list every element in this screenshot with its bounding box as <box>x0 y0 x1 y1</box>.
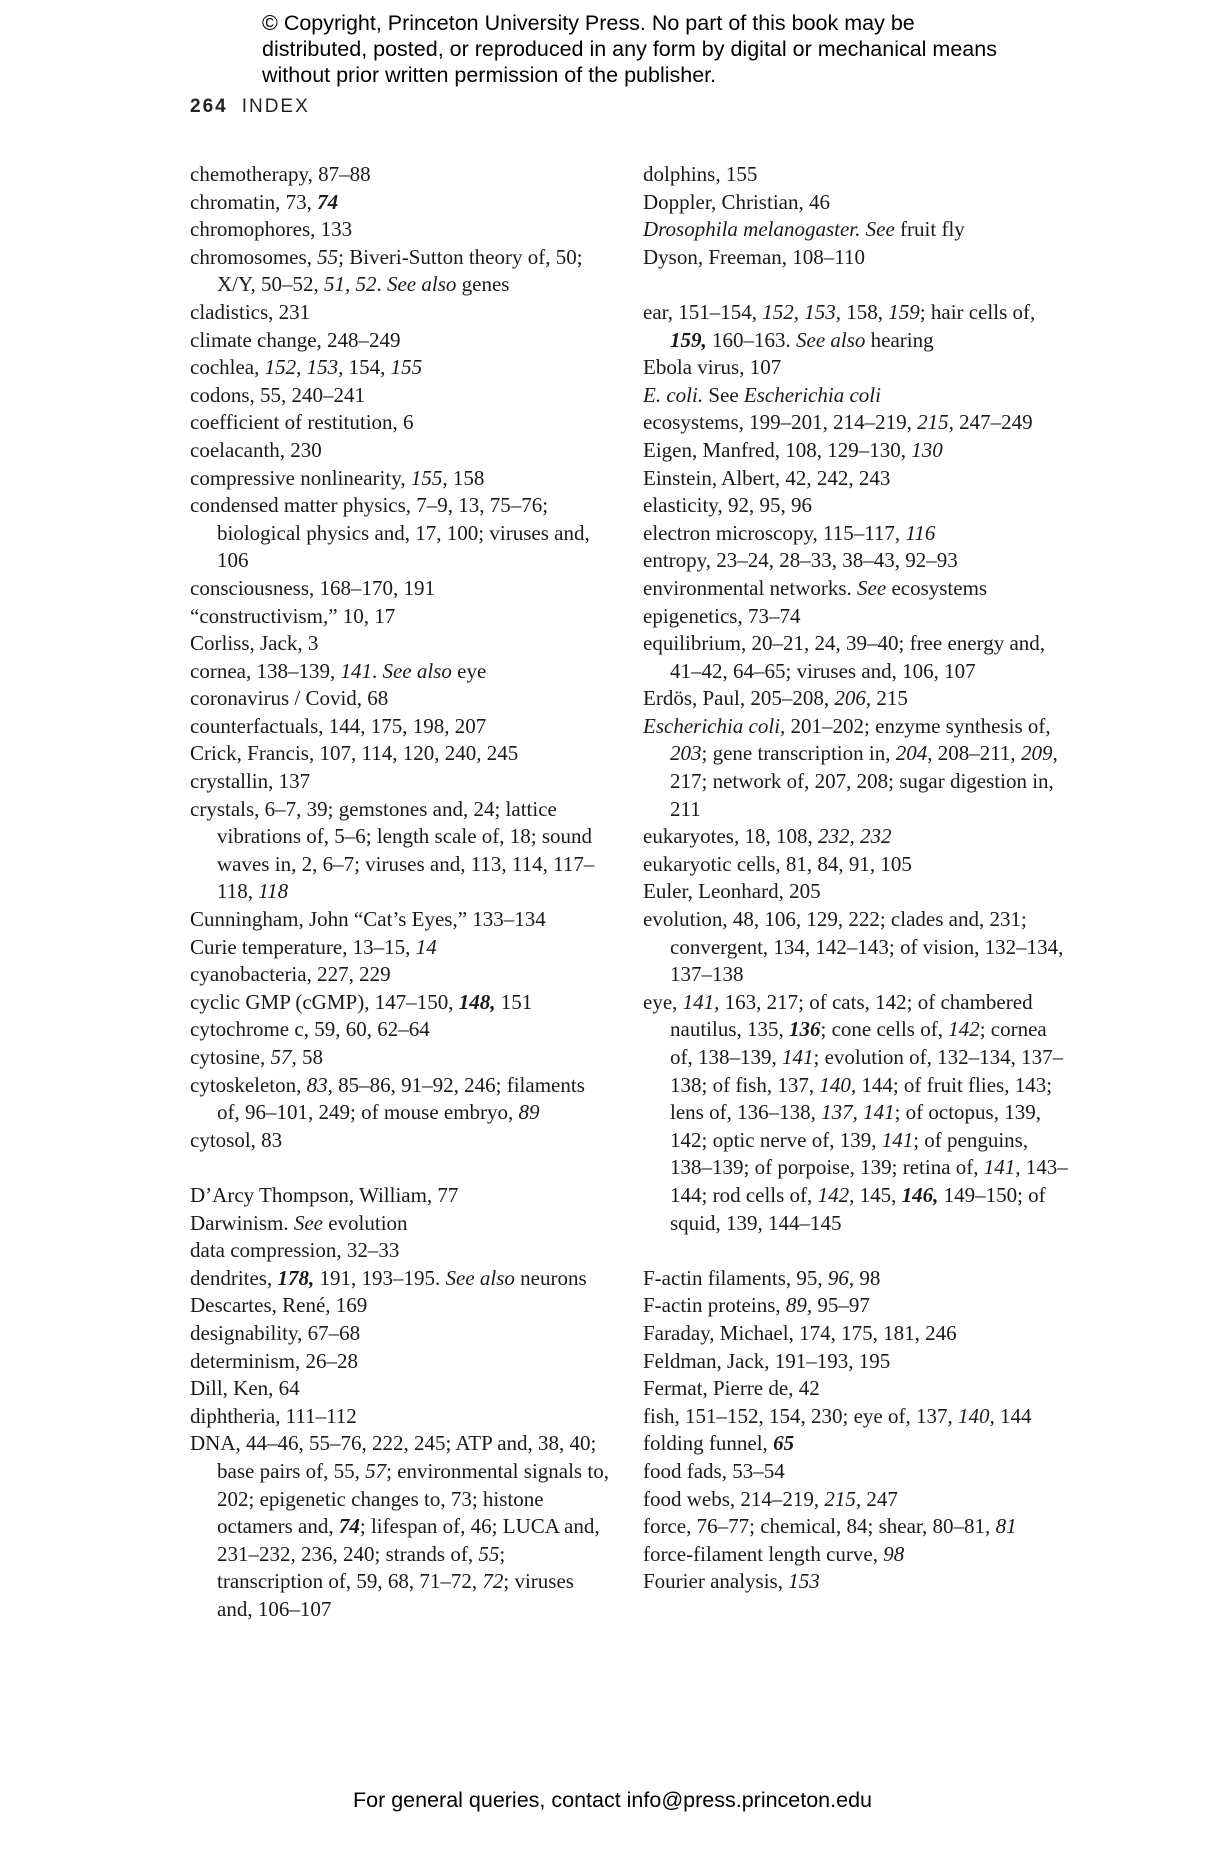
index-entry: Descartes, René, 169 <box>190 1293 368 1318</box>
index-entry: Euler, Leonhard, 205 <box>643 879 821 904</box>
index-entry: determinism, 26–28 <box>190 1348 358 1373</box>
section-title: INDEX <box>241 96 310 117</box>
index-entry: eye, 141, 163, 217; of cats, 142; of chambered nautilus, 135, 136; cone cells of, 142; cornea of, 138–139, 141; evolution of, 132–134, 137–138; of fish, 137, 140, 144; of fruit flies, 143; lens of, 136–138, 137, 141; of octopus, 139, 142; optic nerve of, 139, 141; of penguins, 138–139; of porpoise, 139; retina of, 141, 143–144; rod cells of, 142, 145, 146, 149–150; of squid, 139, 144–145 <box>643 989 1068 1235</box>
index-entry: epigenetics, 73–74 <box>643 603 801 628</box>
index-entry: Darwinism. See evolution <box>190 1210 408 1235</box>
index-entry: dendrites, 178, 191, 193–195. See also neurons <box>190 1265 587 1290</box>
index-entry: Erdös, Paul, 205–208, 206, 215 <box>643 686 908 711</box>
index-entry: F-actin proteins, 89, 95–97 <box>643 1293 870 1318</box>
index-entry: climate change, 248–249 <box>190 327 401 352</box>
index-entry: cytosol, 83 <box>190 1127 283 1152</box>
index-entry: Curie temperature, 13–15, 14 <box>190 934 437 959</box>
index-entry: cyclic GMP (cGMP), 147–150, 148, 151 <box>190 989 533 1014</box>
index-entry: Corliss, Jack, 3 <box>190 631 319 656</box>
index-entry: dolphins, 155 <box>643 162 758 186</box>
index-entry: chromosomes, 55; Biveri-Sutton theory of, 50; X/Y, 50–52, 51, 52. See also genes <box>190 244 583 297</box>
index-entry: fish, 151–152, 154, 230; eye of, 137, 140, 144 <box>643 1403 1032 1428</box>
index-entry: designability, 67–68 <box>190 1320 361 1345</box>
index-column-right <box>643 161 1073 1596</box>
footer-contact: For general queries, contact info@press.princeton.edu <box>352 1788 872 1812</box>
index-entry: Drosophila melanogaster. See fruit fly <box>643 217 965 242</box>
index-entry: coronavirus / Covid, 68 <box>190 686 389 711</box>
letter-group-gap <box>643 1237 1073 1265</box>
index-entry: folding funnel, 65 <box>643 1431 795 1456</box>
index-entry: Dill, Ken, 64 <box>190 1376 300 1401</box>
index-entry: E. coli. See Escherichia coli <box>643 382 881 407</box>
index-entry: cytochrome c, 59, 60, 62–64 <box>190 1017 430 1042</box>
index-entry: chromatin, 73, 74 <box>190 189 339 214</box>
index-entry: cytoskeleton, 83, 85–86, 91–92, 246; filaments of, 96–101, 249; of mouse embryo, 89 <box>190 1072 585 1125</box>
index-entry: eukaryotic cells, 81, 84, 91, 105 <box>643 851 912 876</box>
index-entry: Einstein, Albert, 42, 242, 243 <box>643 465 891 490</box>
index-entry: “constructivism,” 10, 17 <box>190 603 396 628</box>
page-number: 264 <box>190 96 228 117</box>
index-entry: electron microscopy, 115–117, 116 <box>643 520 936 545</box>
index-entry: cochlea, 152, 153, 154, 155 <box>190 355 423 380</box>
index-entry: evolution, 48, 106, 129, 222; clades and, 231; convergent, 134, 142–143; of vision, 132–134, 137–138 <box>643 907 1064 987</box>
index-entry: DNA, 44–46, 55–76, 222, 245; ATP and, 38, 40; base pairs of, 55, 57; environmental signals to, 202; epigenetic changes to, 73; histone octamers and, 74; lifespan of, 46; LUCA and, 231–232, 236, 240; strands of, 55; transcription of, 59, 68, 71–72, 72; viruses and, 106–107 <box>190 1431 609 1621</box>
index-entry: crystallin, 137 <box>190 769 311 794</box>
index-entry: Eigen, Manfred, 108, 129–130, 130 <box>643 437 943 462</box>
index-entry: diphtheria, 111–112 <box>190 1403 357 1428</box>
index-entry: data compression, 32–33 <box>190 1238 400 1263</box>
index-entry: Crick, Francis, 107, 114, 120, 240, 245 <box>190 741 519 766</box>
index-entry: counterfactuals, 144, 175, 198, 207 <box>190 713 487 738</box>
index-entry: cornea, 138–139, 141. See also eye <box>190 658 487 683</box>
index-entry: Fermat, Pierre de, 42 <box>643 1376 820 1401</box>
index-entry: cytosine, 57, 58 <box>190 1045 323 1069</box>
index-entry: equilibrium, 20–21, 24, 39–40; free energy and, 41–42, 64–65; viruses and, 106, 107 <box>643 631 1046 683</box>
letter-group-gap <box>643 271 1073 299</box>
index-entry: cyanobacteria, 227, 229 <box>190 962 391 987</box>
index-entry: food fads, 53–54 <box>643 1458 785 1483</box>
index-entry: coefficient of restitution, 6 <box>190 410 414 435</box>
index-entry: crystals, 6–7, 39; gemstones and, 24; lattice vibrations of, 5–6; length scale of, 18; sound waves in, 2, 6–7; viruses and, 113, 114, 117–118, 118 <box>190 796 595 904</box>
index-entry: elasticity, 92, 95, 96 <box>643 493 812 518</box>
index-entry: Cunningham, John “Cat’s Eyes,” 133–134 <box>190 907 546 932</box>
index-entry: coelacanth, 230 <box>190 437 322 462</box>
index-entry: Faraday, Michael, 174, 175, 181, 246 <box>643 1320 957 1345</box>
index-entry: D’Arcy Thompson, William, 77 <box>190 1182 459 1207</box>
index-entry: Escherichia coli, 201–202; enzyme synthesis of, 203; gene transcription in, 204, 208–211, 209, 217; network of, 207, 208; sugar digestion in, 211 <box>643 713 1058 821</box>
index-entry: consciousness, 168–170, 191 <box>190 575 435 600</box>
index-entry: codons, 55, 240–241 <box>190 382 365 407</box>
index-entry: Ebola virus, 107 <box>643 355 782 380</box>
index-entry: condensed matter physics, 7–9, 13, 75–76; biological physics and, 17, 100; viruses and, 106 <box>190 493 590 573</box>
index-entry: Dyson, Freeman, 108–110 <box>643 244 866 269</box>
index-entry: Fourier analysis, 153 <box>643 1569 820 1594</box>
index-entry: ecosystems, 199–201, 214–219, 215, 247–249 <box>643 410 1033 435</box>
index-entry: eukaryotes, 18, 108, 232, 232 <box>643 824 892 849</box>
index-entry: Feldman, Jack, 191–193, 195 <box>643 1348 891 1373</box>
index-entry: cladistics, 231 <box>190 299 311 324</box>
index-column-left <box>190 161 610 1623</box>
index-entry: chemotherapy, 87–88 <box>190 162 371 186</box>
index-entry: Doppler, Christian, 46 <box>643 189 830 214</box>
index-entry: force-filament length curve, 98 <box>643 1541 905 1566</box>
index-entry: food webs, 214–219, 215, 247 <box>643 1486 898 1511</box>
copyright-notice: © Copyright, Princeton University Press. No part of this book may be distributed, posted, or reproduced in any form by digital or mechanical means without prior written permission of the publisher. <box>262 11 997 87</box>
index-entry: force, 76–77; chemical, 84; shear, 80–81, 81 <box>643 1514 1017 1539</box>
index-entry: environmental networks. See ecosystems <box>643 575 988 600</box>
page-header <box>190 96 310 118</box>
index-entry: F-actin filaments, 95, 96, 98 <box>643 1265 881 1290</box>
index-entry: entropy, 23–24, 28–33, 38–43, 92–93 <box>643 548 958 573</box>
letter-group-gap <box>190 1154 610 1182</box>
index-entry: chromophores, 133 <box>190 217 353 242</box>
index-entry: compressive nonlinearity, 155, 158 <box>190 465 485 490</box>
index-entry: ear, 151–154, 152, 153, 158, 159; hair cells of, 159, 160–163. See also hearing <box>643 299 1036 352</box>
